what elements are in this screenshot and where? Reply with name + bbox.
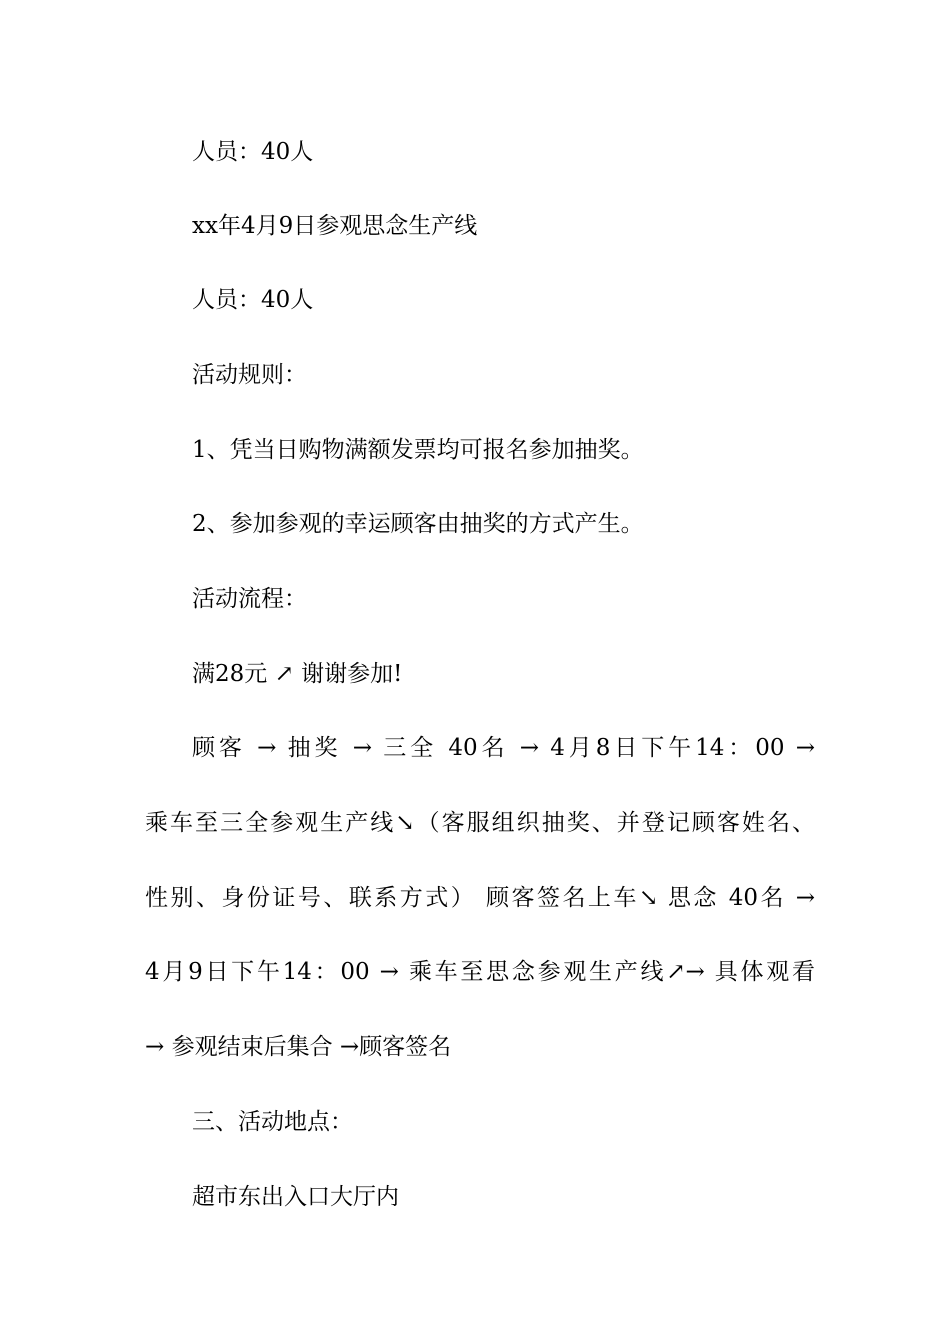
process-flow-line-1: 顾客 → 抽奖 → 三全 40名 → 4月8日下午14：00 → bbox=[192, 735, 815, 761]
rule-2: 2、参加参观的幸运顾客由抽奖的方式产生。 bbox=[192, 511, 644, 537]
process-branch-line: 满28元 ↗ 谢谢参加! bbox=[192, 661, 403, 687]
process-flow-line-3: 性别、身份证号、联系方式） 顾客签名上车↘ 思念 40名 → bbox=[145, 885, 815, 911]
visit-date-line: xx年4月9日参观思念生产线 bbox=[192, 213, 478, 239]
rules-heading: 活动规则： bbox=[192, 362, 307, 388]
process-flow-line-5: → 参观结束后集合 →顾客签名 bbox=[145, 1034, 452, 1060]
staff-count-line-2: 人员：40人 bbox=[192, 287, 314, 313]
staff-count-line-1: 人员：40人 bbox=[192, 139, 314, 165]
rule-1: 1、凭当日购物满额发票均可报名参加抽奖。 bbox=[192, 437, 644, 463]
location-text: 超市东出入口大厅内 bbox=[192, 1184, 399, 1210]
process-flow-line-4: 4月9日下午14：00 → 乘车至思念参观生产线↗→ 具体观看 bbox=[145, 959, 815, 985]
location-heading: 三、活动地点： bbox=[192, 1109, 353, 1135]
process-flow-line-2: 乘车至三全参观生产线↘（客服组织抽奖、并登记顾客姓名、 bbox=[145, 810, 815, 836]
process-heading: 活动流程： bbox=[192, 586, 307, 612]
